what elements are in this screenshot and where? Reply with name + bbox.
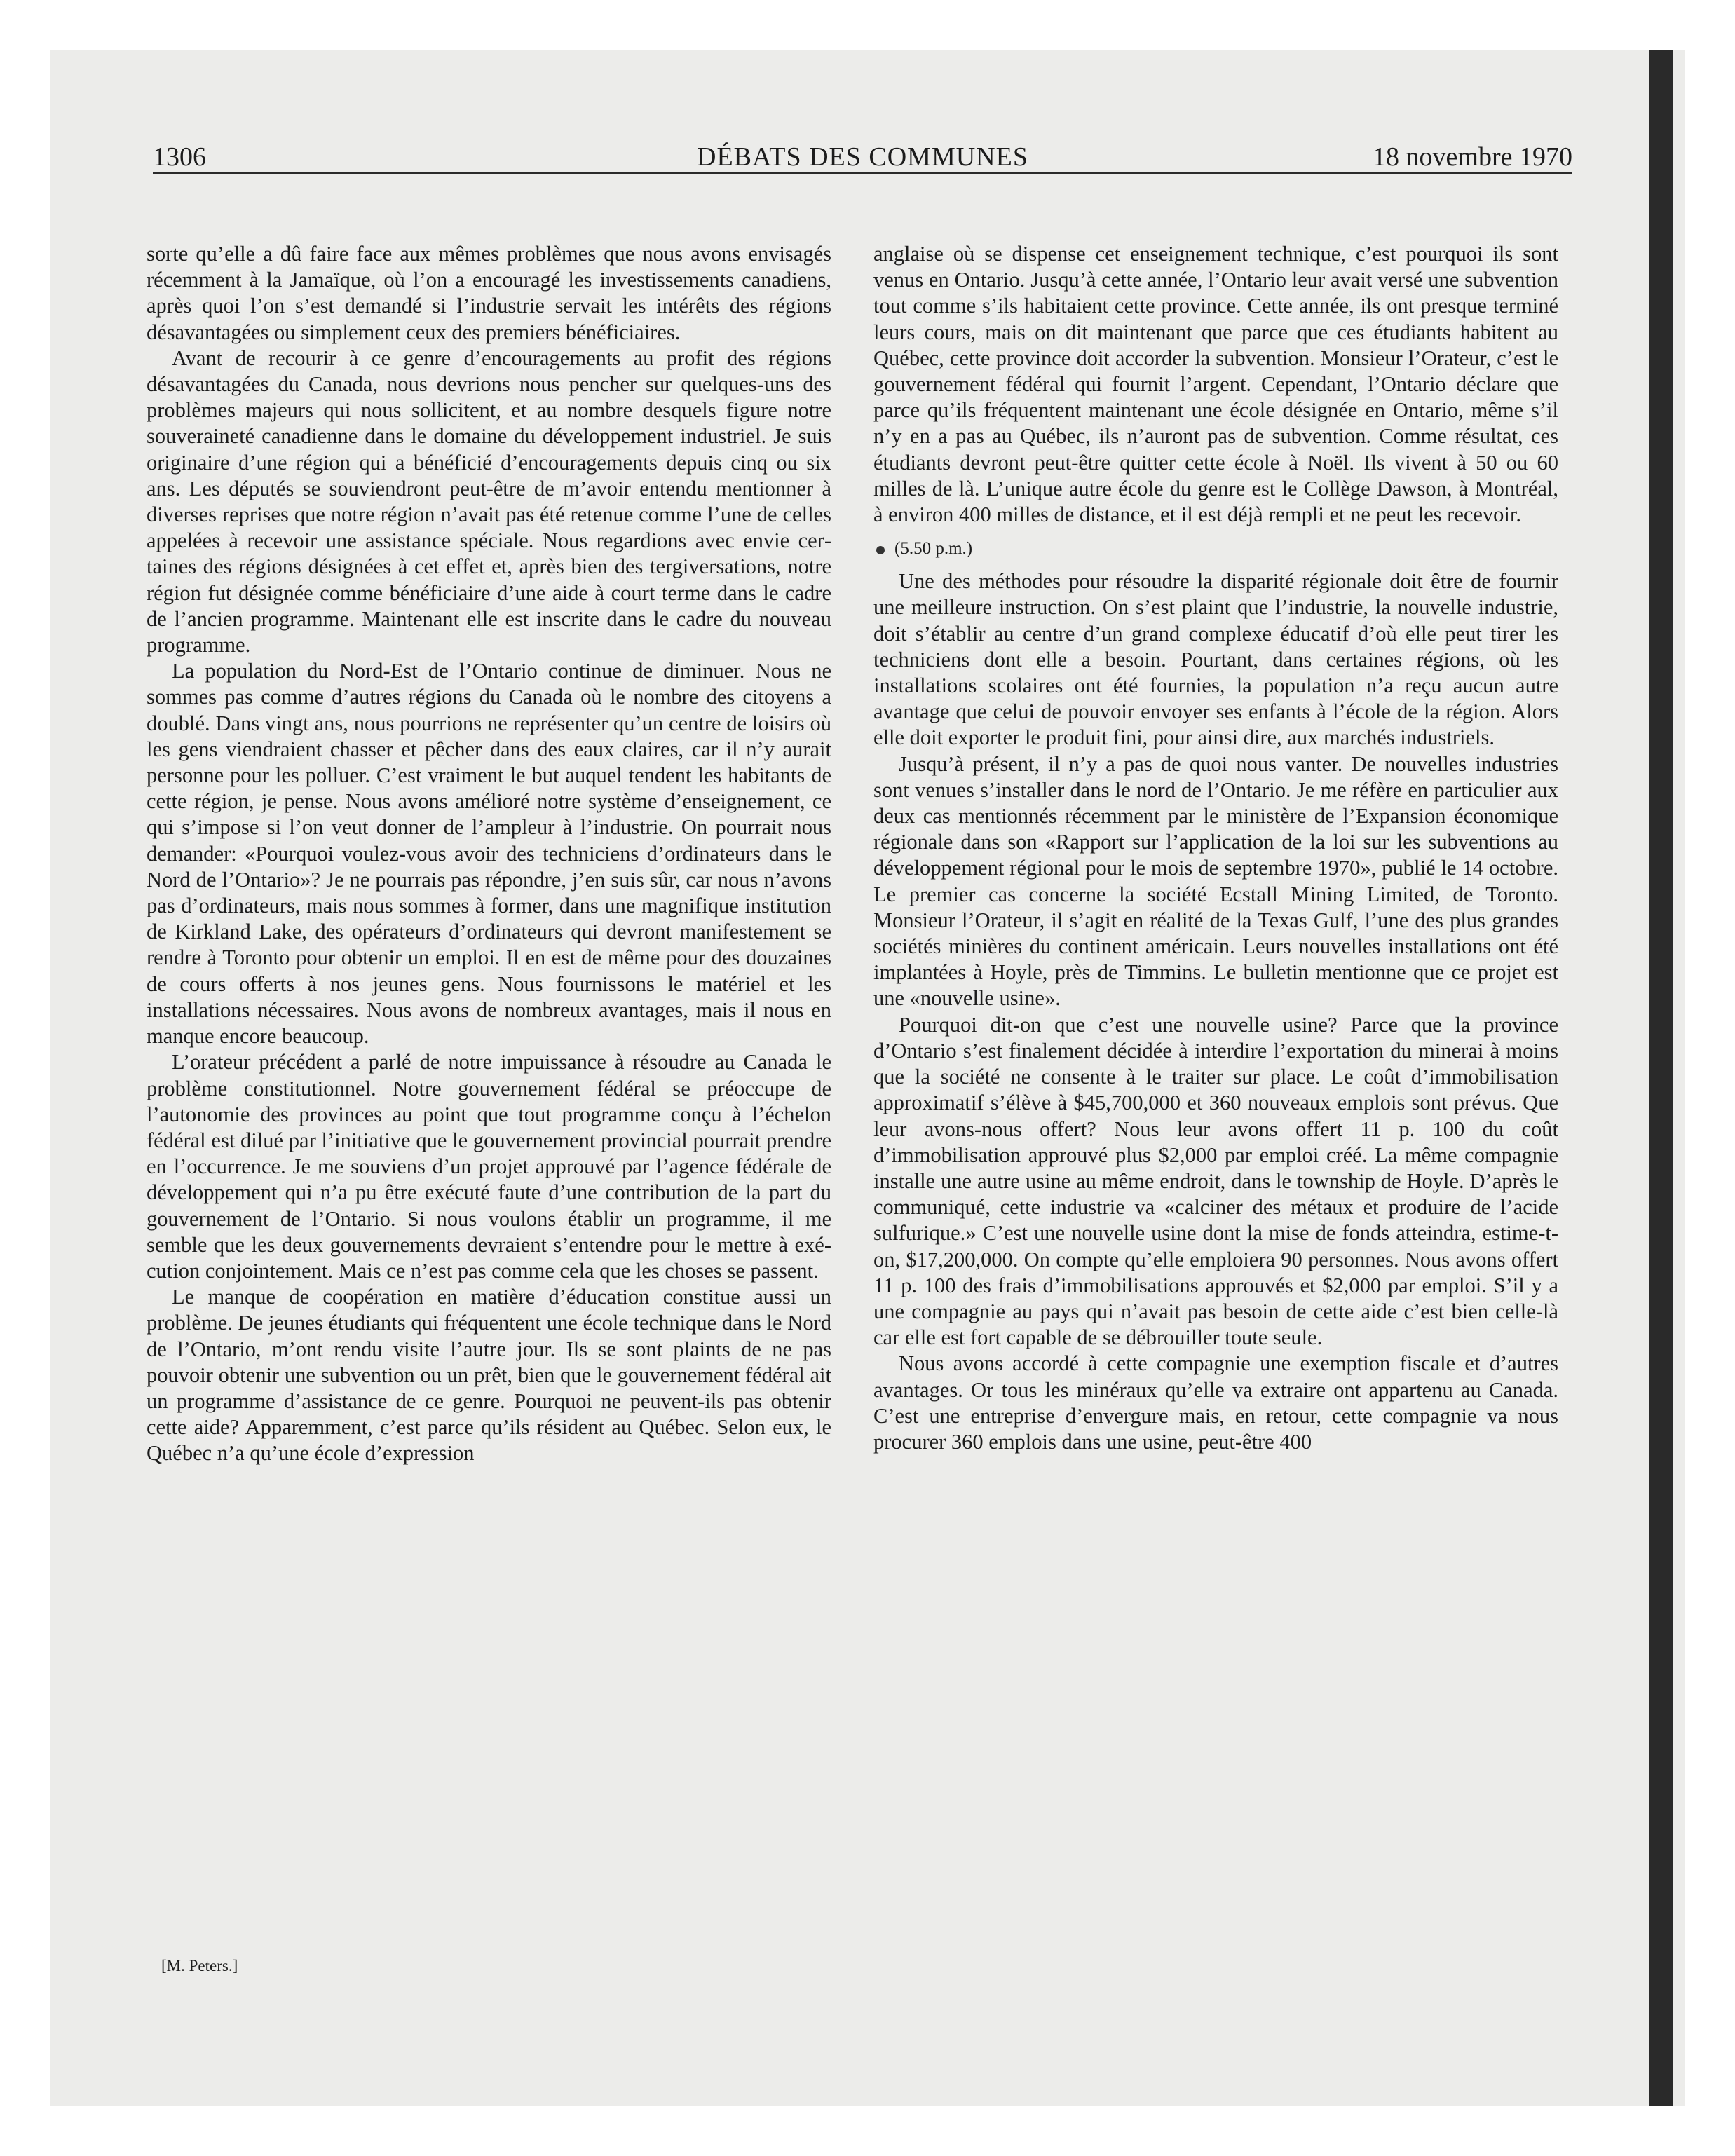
paragraph: Une des méthodes pour résoudre la disparité régionale doit être de fournir une meilleure instruction. On s’est plaint que l’industrie, la nouvelle industrie, doit s’établir au centre d’un grand complexe éducatif d’où elle peut tirer les techniciens dont elle a besoin. Pourtant, dans certaines régions, où les installations scolaires ont été fournies, la population n’a reçu aucun autre avantage que celui de pouvoir envoyer ses enfants à l’école de la région. Alors elle doit exporter le produit fini, pour ainsi dire, aux marchés industriels. bbox=[873, 569, 1558, 750]
paragraph: Le manque de coopération en matière d’éducation constitue aussi un problème. De jeunes étudiants qui fréquentent une école technique dans le Nord de l’Ontario, m’ont rendu visite l’autre jour. Ils se sont plaints de ne pas pouvoir obtenir une subvention ou un prêt, bien que le gouvernement fédéral ait un programme d’assistance de ce genre. Pourquoi ne peuvent-ils pas obtenir cette aide? Apparemment, c’est parce qu’ils résident au Québec. Selon eux, le Québec n’a qu’une école d’expression bbox=[147, 1285, 831, 1466]
page-header bbox=[153, 137, 1572, 177]
publication-title: DÉBATS DES COMMUNES bbox=[697, 142, 1028, 172]
paragraph: La population du Nord-Est de l’Ontario continue de diminuer. Nous ne sommes pas comme d’autres régions du Canada où le nombre des citoyens a doublé. Dans vingt ans, nous pourrions ne représenter qu’un centre de loisirs où les gens viendraient chasser et pêcher dans des eaux claires, car il n’y aurait personne pour les polluer. C’est vraiment le but auquel tendent les habitants de cette région, je pense. Nous avons amélioré notre système d’enseignement, ce qui s’impose si l’on veut donner de l’ampleur à l’industrie. On pourrait nous demander: «Pourquoi voulez-vous avoir des techniciens d’ordinateurs dans le Nord de l’Ontario»? Je ne pourrais pas répondre, j’en suis sûr, car nous n’avons pas d’ordinateurs, mais nous sommes à former, dans une magnifique institution de Kirkland Lake, des opérateurs d’ordinateurs qui devront manifestement se rendre à Toronto pour obtenir un emploi. Il en est de même pour des douzaines de cours offerts à nos jeunes gens. Nous fournissons le matériel et les installations nécessaires. Nous avons de nombreux avantages, mais il nous en manque encore beaucoup. bbox=[147, 659, 831, 1049]
paragraph: anglaise où se dispense cet enseignement technique, c’est pourquoi ils sont venus en Ontario. Jusqu’à cette année, l’Ontario leur avait versé une subvention tout comme s’ils habitaient cette province. Cette année, ils ont presque terminé leurs cours, mais on dit maintenant que parce que ces étudiants habitent au Québec, cette province doit accorder la subvention. Monsieur l’Orateur, c’est le gouvernement fédéral qui fournit l’argent. Cependant, l’Ontario déclare que parce qu’ils fréquentent maintenant une école désignée en Ontario, même s’il n’y en a pas au Québec, ils n’auront pas de subvention. Comme résultat, ces étudiants devront peut-être quitter cette école à Noël. Ils vivent à 50 ou 60 milles de là. L’unique autre école du genre est le Collège Dawson, à Montréal, à environ 400 milles de distance, et il est déjà rempli et ne peut les recevoir. bbox=[873, 242, 1558, 527]
bullet-icon bbox=[876, 546, 885, 554]
page-number: 1306 bbox=[153, 142, 206, 172]
header-rule bbox=[153, 172, 1572, 174]
paragraph: L’orateur précédent a parlé de notre impuissance à résoudre au Canada le problème constitutionnel. Notre gouvernement fédéral se préoccupe de l’autonomie des provinces au point que tout programme conçu à l’échelon fédéral est dilué par l’initiative que le gouvernement provincial pourrait prendre en l’occurrence. Je me souviens d’un projet approuvé par l’agence fédérale de développement qui n’a pu être exécuté faute d’une contribution de la part du gouvernement de l’Ontario. Si nous voulons établir un programme, il me semble que les deux gouvernements devraient s’entendre pour le mettre à exécution conjointement. Mais ce n’est pas comme cela que les choses se passent. bbox=[147, 1050, 831, 1283]
page-date: 18 novembre 1970 bbox=[1373, 142, 1572, 172]
speaker-note: [M. Peters.] bbox=[161, 1957, 238, 1974]
paragraph: Pourquoi dit-on que c’est une nouvelle usine? Parce que la province d’Ontario s’est finalement décidée à interdire l’exportation du minerai à moins que la société ne consente à le traiter sur place. Le coût d’immobilisation approximatif s’élève à $45,700,000 et 360 nouveaux emplois sont prévus. Que leur avons-nous offert? Nous leur avons offert 11 p. 100 du coût d’immobilisation approuvé plus $2,000 par emploi créé. La même compagnie installe une autre usine au même endroit, dans le township de Hoyle. D’après le communiqué, cette industrie va «calciner des métaux et produire de l’acide sulfurique.» C’est une nouvelle usine dont la mise de fonds atteindra, estime-t-on, $17,200,000. On compte qu’elle emploiera 90 personnes. Nous avons offert 11 p. 100 des frais d’immobilisations approuvés et $2,000 par emploi. S’il y a une compagnie au pays qui n’avait pas besoin de cette aide c’est bien celle-là car elle est fort capable de se débrouiller toute seule. bbox=[873, 1012, 1558, 1350]
scan-edge-shadow bbox=[1649, 50, 1673, 2106]
paragraph: Jusqu’à présent, il n’y a pas de quoi nous vanter. De nouvelles industries sont venues s’installer dans le nord de l’Ontario. Je me réfère en particulier aux deux cas mentionnés récemment par le ministère de l’Expansion économique régionale dans son «Rapport sur l’application de la loi sur les subventions au développement régional pour le mois de septembre 1970», publié le 14 octobre. Le premier cas concerne la société Ecstall Mining Limited, de Toronto. Monsieur l’Orateur, il s’agit en réalité de la Texas Gulf, l’une des plus grandes sociétés minières du continent américain. Leurs nouvelles installations ont été implantées à Hoyle, près de Timmins. Le bulletin mentionne que ce projet est une «nouvelle usine». bbox=[873, 751, 1558, 1011]
paragraph: sorte qu’elle a dû faire face aux mêmes problèmes que nous avons envisagés récemment à la Jamaïque, où l’on a encouragé les investissements canadiens, après quoi l’on s’est demandé si l’industrie servait les intérêts des régions désavantagées ou simplement ceux des premiers bénéficiaires. bbox=[147, 242, 831, 344]
left-column bbox=[147, 241, 831, 1467]
paragraph: Avant de recourir à ce genre d’encouragements au profit des régions désavantagées du Canada, nous devrions nous pencher sur quelques-uns des problèmes majeurs qui nous sollicitent, et au nombre desquels figure notre souveraineté canadienne dans le domaine du développement industriel. Je suis originaire d’une région qui a bénéficié d’encouragements depuis cinq ou six ans. Les députés se souviendront peut-être de m’avoir entendu mentionner à diverses reprises que notre région n’avait pas été retenue comme l’une de celles appelées à recevoir une assistance spéciale. Nous regardions avec envie certaines des régions désignées à cet effet et, après bien des tergiversations, notre région fut désignée comme bénéficiaire d’une aide à court terme dans le cadre de l’ancien programme. Maintenant elle est inscrite dans le cadre du nouveau programme. bbox=[147, 346, 831, 657]
time-stamp-text: (5.50 p.m.) bbox=[894, 539, 973, 559]
right-column bbox=[873, 241, 1558, 1455]
paragraph: Nous avons accordé à cette compagnie une exemption fiscale et d’autres avantages. Or tous les minéraux qu’elle va extraire ont appartenu au Canada. C’est une entreprise d’envergure mais, en retour, cette compagnie va nous procurer 360 emplois dans une usine, peut-être 400 bbox=[873, 1351, 1558, 1454]
time-stamp bbox=[873, 538, 1558, 560]
